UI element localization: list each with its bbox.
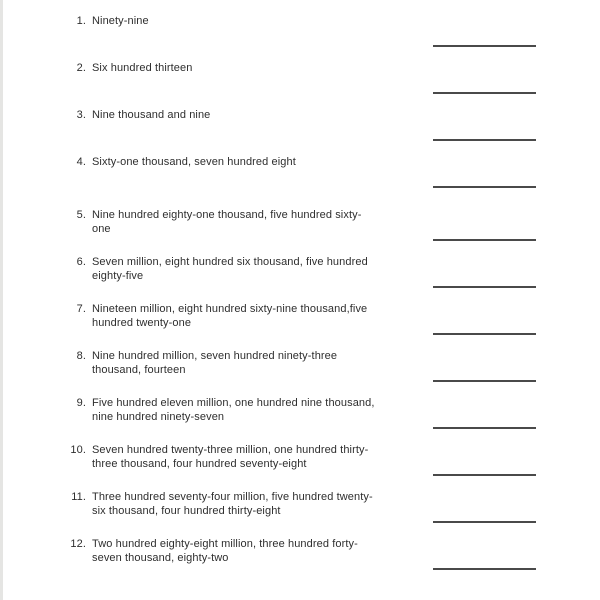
item-text	[92, 443, 422, 471]
item-text-line: Sixty-one thousand, seven hundred eight	[92, 156, 296, 168]
item-number: 5.	[76, 209, 86, 221]
item-number: 10.	[70, 444, 86, 456]
item-text-line: Two hundred eighty-eight million, three hundred forty-	[92, 538, 358, 550]
worksheet-item	[0, 14, 600, 61]
worksheet-item	[0, 396, 600, 443]
item-text-line: Seven hundred twenty-three million, one hundred thirty-	[92, 444, 369, 456]
worksheet-item	[0, 108, 600, 155]
worksheet-item	[0, 208, 600, 255]
item-text	[92, 255, 422, 283]
worksheet-item-list	[0, 14, 600, 584]
answer-line	[433, 427, 536, 429]
item-text-line: Seven million, eight hundred six thousand, five hundred	[92, 256, 368, 268]
item-text-line: seven thousand, eighty-two	[92, 552, 229, 564]
item-text	[92, 14, 422, 28]
item-number: 7.	[76, 303, 86, 315]
worksheet-item	[0, 490, 600, 537]
item-number: 8.	[76, 350, 86, 362]
item-text-line: nine hundred ninety-seven	[92, 411, 225, 423]
item-text-line: Three hundred seventy-four million, five hundred twenty-	[92, 491, 373, 503]
answer-line	[433, 521, 536, 523]
item-number: 12.	[70, 538, 86, 550]
item-text	[92, 302, 422, 330]
item-text	[92, 490, 422, 518]
answer-line	[433, 186, 536, 188]
item-text-line: three thousand, four hundred seventy-eight	[92, 458, 307, 470]
item-text-line: eighty-five	[92, 270, 144, 282]
item-text-line: Ninety-nine	[92, 15, 149, 27]
answer-line	[433, 380, 536, 382]
worksheet-item	[0, 155, 600, 202]
item-number: 2.	[76, 62, 86, 74]
answer-line	[433, 45, 536, 47]
item-text-line: Five hundred eleven million, one hundred nine thousand,	[92, 397, 375, 409]
item-text-line: Nineteen million, eight hundred sixty-nine thousand,five	[92, 303, 368, 315]
answer-line	[433, 139, 536, 141]
answer-line	[433, 474, 536, 476]
item-text	[92, 61, 422, 75]
item-text	[92, 537, 422, 565]
worksheet-item	[0, 255, 600, 302]
item-text-line: Nine hundred eighty-one thousand, five hundred sixty-	[92, 209, 362, 221]
answer-line	[433, 92, 536, 94]
item-text-line: Nine thousand and nine	[92, 109, 211, 121]
answer-line	[433, 568, 536, 570]
worksheet-item	[0, 302, 600, 349]
item-number: 6.	[76, 256, 86, 268]
answer-line	[433, 239, 536, 241]
item-number: 11.	[71, 491, 86, 503]
item-text	[92, 155, 422, 169]
item-text	[92, 349, 422, 377]
item-text-line: one	[92, 223, 111, 235]
answer-line	[433, 286, 536, 288]
item-text-line: Six hundred thirteen	[92, 62, 193, 74]
item-text-line: thousand, fourteen	[92, 364, 186, 376]
item-text-line: hundred twenty-one	[92, 317, 192, 329]
worksheet-item	[0, 537, 600, 584]
item-number: 4.	[76, 156, 86, 168]
item-text-line: Nine hundred million, seven hundred ninety-three	[92, 350, 338, 362]
item-text	[92, 108, 422, 122]
item-text-line: six thousand, four hundred thirty-eight	[92, 505, 281, 517]
worksheet-item	[0, 61, 600, 108]
worksheet-item	[0, 443, 600, 490]
answer-line	[433, 333, 536, 335]
item-number: 9.	[76, 397, 86, 409]
item-number: 3.	[76, 109, 86, 121]
worksheet-item	[0, 349, 600, 396]
item-text	[92, 208, 422, 236]
item-number: 1.	[76, 15, 86, 27]
item-text	[92, 396, 422, 424]
